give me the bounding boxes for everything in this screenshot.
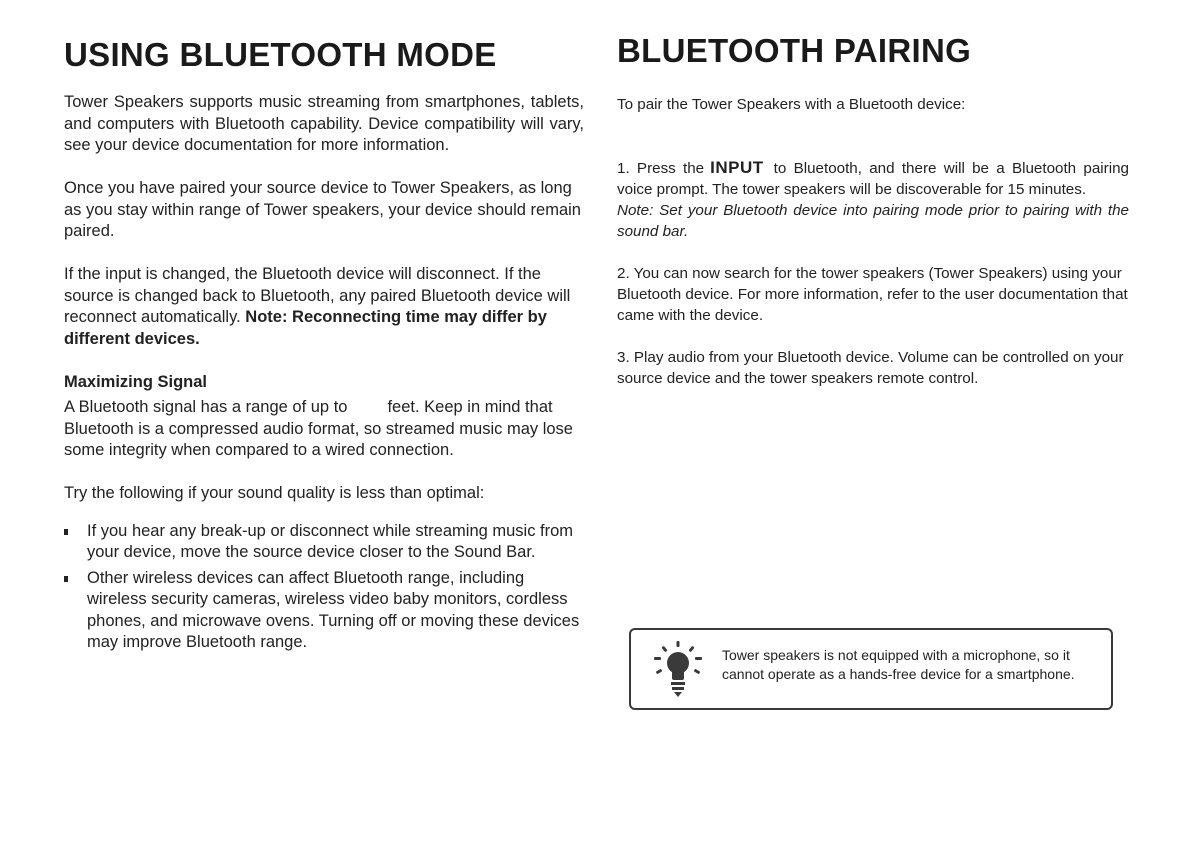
bullet-marker xyxy=(64,529,68,535)
section-title-bluetooth-mode: USING BLUETOOTH MODE xyxy=(64,36,497,73)
tip-text: Other wireless devices can affect Bluetooth range, including wireless security cameras, wireless video baby monitors, cordless phones, and microwave ovens. Turning off or moving these devices may improve Bluetooth range. xyxy=(87,568,580,651)
section-title-bluetooth-pairing: BLUETOOTH PAIRING xyxy=(617,32,972,69)
paragraph-range xyxy=(64,397,584,462)
paragraph-paired: Once you have paired your source device to Tower Speakers, as long as you stay within range of Tower speakers, your device should remain paired. xyxy=(64,179,581,240)
step-3: 3. Play audio from your Bluetooth device. Volume can be controlled on your source device and the tower speakers remote control. xyxy=(617,349,1124,387)
step-1-text-b: to Bluetooth, and there will be a Bluetooth pairing voice prompt. The tower speakers will be discoverable for 15 minutes. xyxy=(617,160,1129,198)
subheading-maximizing-signal: Maximizing Signal xyxy=(64,372,208,391)
pairing-intro: To pair the Tower Speakers with a Bluetooth device: xyxy=(617,96,966,113)
paragraph-input-change xyxy=(64,264,584,350)
right-body xyxy=(617,94,1129,389)
step-2: 2. You can now search for the tower speakers (Tower Speakers) using your Bluetooth device. For more information, refer to the user documentation that came with the device. xyxy=(617,265,1128,324)
microphone-notice-text: Tower speakers is not equipped with a microphone, so it cannot operate as a hands-free device for a smartphone. xyxy=(722,647,1075,682)
list-item xyxy=(64,568,584,654)
input-button-label: INPUT xyxy=(710,158,764,177)
right-column xyxy=(617,32,1129,410)
paragraph-try-following: Try the following if your sound quality is less than optimal: xyxy=(64,484,485,502)
step-1 xyxy=(617,157,1129,242)
step-1-note: Note: Set your Bluetooth device into pairing mode prior to pairing with the sound bar. xyxy=(617,202,1129,240)
tip-text: If you hear any break-up or disconnect while streaming music from your device, move the source device closer to the Sound Bar. xyxy=(87,521,574,561)
paragraph-streaming: Tower Speakers supports music streaming from smartphones, tablets, and computers with Bluetooth capability. Device compatibility will vary, see your device documentation for more information. xyxy=(64,93,584,154)
paragraph-input-change-text: If the input is changed, the Bluetooth device will disconnect. If the source is changed back to Bluetooth, any paired Bluetooth device will reconnect automatically. xyxy=(64,265,571,326)
bullet-marker xyxy=(64,576,68,582)
range-text-a: A Bluetooth signal has a range of up to xyxy=(64,398,348,416)
lightbulb-icon xyxy=(651,640,705,702)
step-1-text-a: 1. Press the xyxy=(617,160,705,177)
tips-list xyxy=(64,521,584,654)
left-column xyxy=(64,36,584,658)
range-text-b: feet. Keep in mind that Bluetooth is a compressed audio format, so streamed music may lose some integrity when compared to a wired connection. xyxy=(64,398,573,459)
left-body xyxy=(64,92,584,654)
reconnect-note: Note: Reconnecting time may differ by different devices. xyxy=(64,308,547,348)
list-item xyxy=(64,521,584,564)
microphone-notice-box xyxy=(629,628,1113,710)
